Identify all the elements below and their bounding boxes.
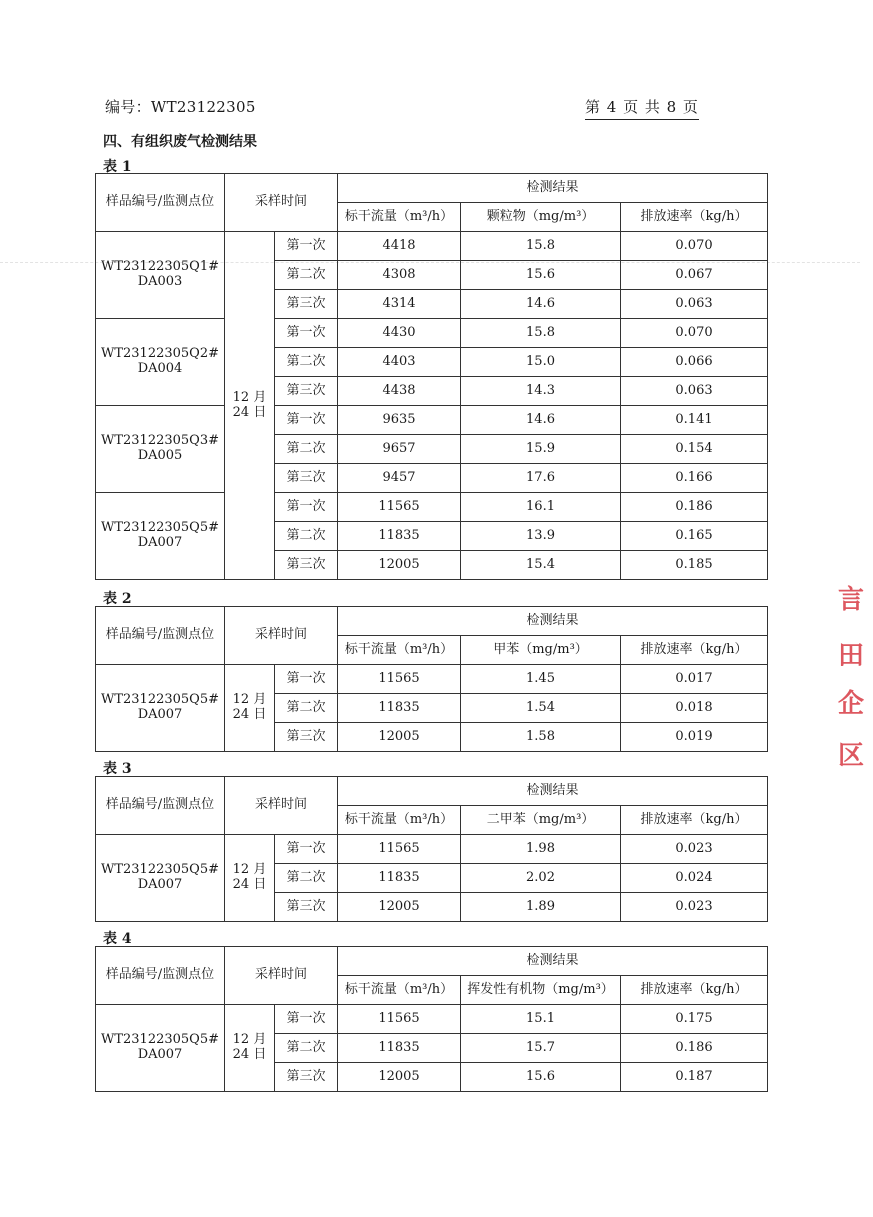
sampling-date-cell <box>225 1005 275 1092</box>
sample-id-cell <box>96 665 225 752</box>
flow-value: 11565 <box>338 1005 461 1034</box>
concentration-value: 14.6 <box>461 290 621 319</box>
sample-id-cell <box>96 493 225 580</box>
concentration-value: 1.89 <box>461 893 621 922</box>
header-sampling-time: 采样时间 <box>225 174 338 232</box>
header-sample-point: 样品编号/监测点位 <box>96 607 225 665</box>
concentration-value: 1.98 <box>461 835 621 864</box>
sampling-date-day: 24 日 <box>232 877 267 892</box>
concentration-value: 1.54 <box>461 694 621 723</box>
emission-rate-value: 0.063 <box>621 290 768 319</box>
concentration-value: 15.6 <box>461 1063 621 1092</box>
monitoring-point: DA007 <box>137 877 183 892</box>
emission-rate-value: 0.023 <box>621 835 768 864</box>
table-row <box>96 319 768 348</box>
flow-value: 11565 <box>338 665 461 694</box>
table-row <box>96 232 768 261</box>
emission-rate-value: 0.066 <box>621 348 768 377</box>
sample-id-cell <box>96 835 225 922</box>
concentration-value: 15.9 <box>461 435 621 464</box>
emission-rate-value: 0.154 <box>621 435 768 464</box>
sample-id-cell <box>96 406 225 493</box>
header-results: 检测结果 <box>338 947 768 976</box>
concentration-value: 2.02 <box>461 864 621 893</box>
flow-value: 9635 <box>338 406 461 435</box>
sampling-round: 第二次 <box>275 864 338 893</box>
sampling-round: 第一次 <box>275 232 338 261</box>
header-concentration: 颗粒物（mg/m³） <box>461 203 621 232</box>
flow-value: 4430 <box>338 319 461 348</box>
sample-id: WT23122305Q1# <box>100 259 220 275</box>
concentration-value: 15.1 <box>461 1005 621 1034</box>
flow-value: 4438 <box>338 377 461 406</box>
header-results: 检测结果 <box>338 174 768 203</box>
concentration-value: 16.1 <box>461 493 621 522</box>
sampling-round: 第一次 <box>275 319 338 348</box>
sampling-round: 第二次 <box>275 1034 338 1063</box>
table-label: 表 4 <box>103 931 132 947</box>
sampling-date-month: 12 月 <box>232 389 267 405</box>
table-row <box>96 1005 768 1034</box>
concentration-value: 14.6 <box>461 406 621 435</box>
flow-value: 11565 <box>338 835 461 864</box>
sampling-date-month: 12 月 <box>232 1032 267 1048</box>
sampling-date-cell <box>225 665 275 752</box>
concentration-value: 1.58 <box>461 723 621 752</box>
sampling-round: 第一次 <box>275 493 338 522</box>
emission-rate-value: 0.141 <box>621 406 768 435</box>
sample-id: WT23122305Q5# <box>100 692 220 708</box>
sample-id-cell <box>96 319 225 406</box>
monitoring-point: DA007 <box>137 707 183 722</box>
header-sampling-time: 采样时间 <box>225 607 338 665</box>
sampling-round: 第三次 <box>275 1063 338 1092</box>
flow-value: 4403 <box>338 348 461 377</box>
emission-rate-value: 0.070 <box>621 319 768 348</box>
sampling-round: 第三次 <box>275 893 338 922</box>
emission-rate-value: 0.185 <box>621 551 768 580</box>
header-concentration: 二甲苯（mg/m³） <box>461 806 621 835</box>
header-sampling-time: 采样时间 <box>225 777 338 835</box>
table-header-row <box>96 947 768 976</box>
header-emission-rate: 排放速率（kg/h） <box>621 203 768 232</box>
sampling-round: 第一次 <box>275 1005 338 1034</box>
table-label: 表 2 <box>103 591 132 607</box>
report-number: 编号：WT23122305 <box>105 98 256 116</box>
emission-rate-value: 0.018 <box>621 694 768 723</box>
results-table <box>95 776 768 922</box>
sampling-round: 第三次 <box>275 723 338 752</box>
header-results: 检测结果 <box>338 777 768 806</box>
flow-value: 12005 <box>338 893 461 922</box>
sample-id: WT23122305Q5# <box>100 520 220 536</box>
emission-rate-value: 0.070 <box>621 232 768 261</box>
header-flow: 标干流量（m³/h） <box>338 636 461 665</box>
emission-rate-value: 0.175 <box>621 1005 768 1034</box>
flow-value: 11565 <box>338 493 461 522</box>
flow-value: 11835 <box>338 864 461 893</box>
header-emission-rate: 排放速率（kg/h） <box>621 806 768 835</box>
flow-value: 4418 <box>338 232 461 261</box>
flow-value: 9457 <box>338 464 461 493</box>
sampling-round: 第一次 <box>275 665 338 694</box>
concentration-value: 15.7 <box>461 1034 621 1063</box>
sample-id-cell <box>96 1005 225 1092</box>
concentration-value: 15.0 <box>461 348 621 377</box>
header-concentration: 挥发性有机物（mg/m³） <box>461 976 621 1005</box>
sample-id: WT23122305Q5# <box>100 1032 220 1048</box>
sampling-round: 第二次 <box>275 694 338 723</box>
sampling-round: 第一次 <box>275 406 338 435</box>
emission-rate-value: 0.024 <box>621 864 768 893</box>
header-sampling-time: 采样时间 <box>225 947 338 1005</box>
table-row <box>96 493 768 522</box>
monitoring-point: DA007 <box>137 535 183 550</box>
header-sample-point: 样品编号/监测点位 <box>96 777 225 835</box>
concentration-value: 1.45 <box>461 665 621 694</box>
header-sample-point: 样品编号/监测点位 <box>96 174 225 232</box>
sampling-date-day: 24 日 <box>232 1047 267 1062</box>
emission-rate-value: 0.019 <box>621 723 768 752</box>
results-table <box>95 173 768 580</box>
sampling-date-day: 24 日 <box>232 707 267 722</box>
results-table <box>95 606 768 752</box>
sample-id: WT23122305Q3# <box>100 433 220 449</box>
concentration-value: 15.6 <box>461 261 621 290</box>
sampling-date-cell <box>225 232 275 580</box>
table-header-row <box>96 607 768 636</box>
page-indicator: 第 4 页 共 8 页 <box>585 96 699 120</box>
header-concentration: 甲苯（mg/m³） <box>461 636 621 665</box>
table-header-row <box>96 174 768 203</box>
flow-value: 9657 <box>338 435 461 464</box>
sampling-round: 第二次 <box>275 435 338 464</box>
emission-rate-value: 0.186 <box>621 493 768 522</box>
table-header-row <box>96 777 768 806</box>
flow-value: 4314 <box>338 290 461 319</box>
emission-rate-value: 0.187 <box>621 1063 768 1092</box>
sampling-round: 第三次 <box>275 551 338 580</box>
red-seal-stamp: 言 田 企 区 <box>838 585 865 771</box>
monitoring-point: DA004 <box>137 361 183 376</box>
emission-rate-value: 0.186 <box>621 1034 768 1063</box>
concentration-value: 13.9 <box>461 522 621 551</box>
concentration-value: 15.8 <box>461 319 621 348</box>
concentration-value: 15.8 <box>461 232 621 261</box>
concentration-value: 15.4 <box>461 551 621 580</box>
header-sample-point: 样品编号/监测点位 <box>96 947 225 1005</box>
concentration-value: 14.3 <box>461 377 621 406</box>
table-row <box>96 665 768 694</box>
emission-rate-value: 0.165 <box>621 522 768 551</box>
emission-rate-value: 0.067 <box>621 261 768 290</box>
sampling-round: 第二次 <box>275 348 338 377</box>
sampling-round: 第一次 <box>275 835 338 864</box>
sampling-round: 第二次 <box>275 522 338 551</box>
monitoring-point: DA007 <box>137 1047 183 1062</box>
monitoring-point: DA005 <box>137 448 183 463</box>
sample-id: WT23122305Q2# <box>100 346 220 362</box>
flow-value: 11835 <box>338 1034 461 1063</box>
flow-value: 12005 <box>338 1063 461 1092</box>
sampling-date-month: 12 月 <box>232 862 267 878</box>
emission-rate-value: 0.017 <box>621 665 768 694</box>
emission-rate-value: 0.166 <box>621 464 768 493</box>
sampling-round: 第三次 <box>275 464 338 493</box>
concentration-value: 17.6 <box>461 464 621 493</box>
table-row <box>96 406 768 435</box>
header-results: 检测结果 <box>338 607 768 636</box>
sampling-date-month: 12 月 <box>232 692 267 708</box>
flow-value: 11835 <box>338 694 461 723</box>
monitoring-point: DA003 <box>137 274 183 289</box>
sampling-round: 第三次 <box>275 290 338 319</box>
sampling-date-cell <box>225 835 275 922</box>
results-table <box>95 946 768 1092</box>
sample-id-cell <box>96 232 225 319</box>
emission-rate-value: 0.063 <box>621 377 768 406</box>
flow-value: 4308 <box>338 261 461 290</box>
sampling-round: 第三次 <box>275 377 338 406</box>
header-flow: 标干流量（m³/h） <box>338 806 461 835</box>
sampling-round: 第二次 <box>275 261 338 290</box>
section-title: 四、有组织废气检测结果 <box>103 134 257 150</box>
flow-value: 11835 <box>338 522 461 551</box>
table-label: 表 3 <box>103 761 132 777</box>
sample-id: WT23122305Q5# <box>100 862 220 878</box>
table-row <box>96 835 768 864</box>
flow-value: 12005 <box>338 723 461 752</box>
header-flow: 标干流量（m³/h） <box>338 976 461 1005</box>
header-flow: 标干流量（m³/h） <box>338 203 461 232</box>
table-label: 表 1 <box>103 159 132 175</box>
sampling-date-day: 24 日 <box>232 404 267 420</box>
header-emission-rate: 排放速率（kg/h） <box>621 976 768 1005</box>
header-emission-rate: 排放速率（kg/h） <box>621 636 768 665</box>
flow-value: 12005 <box>338 551 461 580</box>
emission-rate-value: 0.023 <box>621 893 768 922</box>
